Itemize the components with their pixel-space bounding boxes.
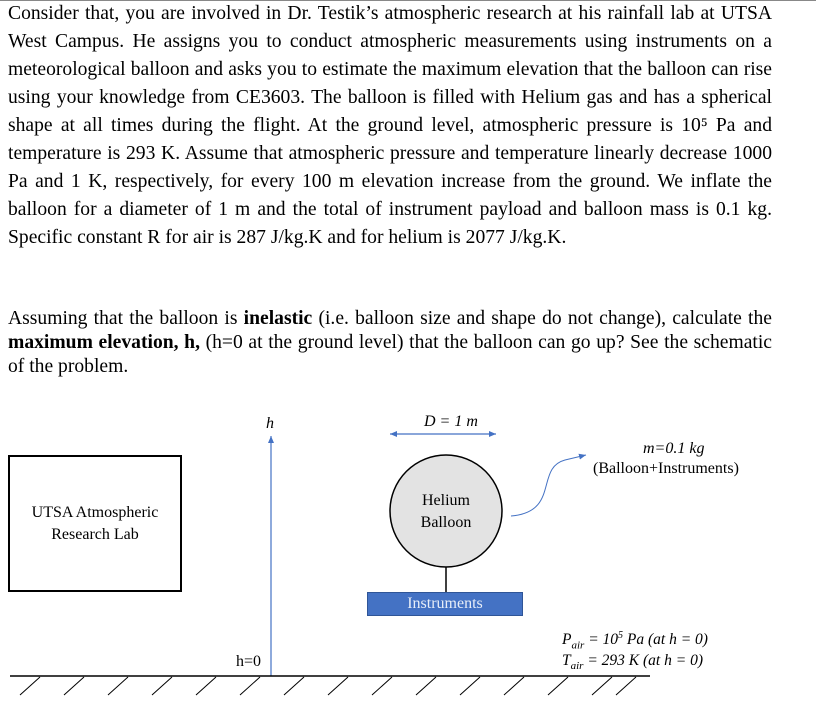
h-axis-label: h xyxy=(266,415,274,432)
p2-text-c: (i.e. balloon size and shape do not change), calculate the xyxy=(312,308,772,329)
p2-text-a: Assuming that the balloon is xyxy=(8,308,244,329)
temperature-condition xyxy=(562,652,703,672)
pressure-exponent: 5 xyxy=(618,630,624,641)
pressure-value: = 10 xyxy=(584,631,619,649)
temperature-symbol: T xyxy=(562,652,571,669)
problem-paragraph-1: Consider that, you are involved in Dr. Testik’s atmospheric research at his rainfall lab at UTSA West Campus. He assigns you to conduct atmospheric measurements using instruments on a meteorological balloon and asks you to estimate the maximum elevation that the balloon can rise using your knowledge from CE3603. The balloon is filled with Helium gas and has a spherical shape at all times during the flight. At the ground level, atmospheric pressure is 10⁵ Pa and temperature is 293 K. Assume that atmospheric pressure and temperature linearly decrease 1000 Pa and 1 K, respectively, for every 100 m elevation increase from the ground. We inflate the balloon for a diameter of 1 m and the total of instrument payload and balloon mass is 0.1 kg. Specific constant R for air is 287 J/kg.K and for helium is 2077 J/kg.K. xyxy=(8,3,772,248)
mass-note: (Balloon+Instruments) xyxy=(593,460,739,477)
temperature-subscript: air xyxy=(570,660,584,673)
p2-inelastic: inelastic xyxy=(243,308,313,329)
balloon-label-line1: Helium xyxy=(422,492,470,509)
pressure-rest: Pa (at h = 0) xyxy=(623,631,708,649)
ground-hatching xyxy=(20,677,636,695)
p2-max-elevation: maximum elevation, h, xyxy=(8,332,200,353)
pressure-condition xyxy=(562,630,708,651)
diameter-label: D = 1 m xyxy=(424,413,478,430)
lab-label-line2: Research Lab xyxy=(51,525,139,543)
balloon-label xyxy=(390,490,502,534)
temperature-rest: = 293 K (at h = 0) xyxy=(583,652,703,669)
lab-label-line1: UTSA Atmospheric xyxy=(31,503,159,521)
balloon-label-line2: Balloon xyxy=(420,514,472,531)
mass-label: m=0.1 kg xyxy=(643,440,705,457)
ground-level-label: h=0 xyxy=(236,653,262,670)
instruments-block: Instruments xyxy=(367,592,523,616)
pressure-subscript: air xyxy=(571,639,585,652)
p2-text-e: (h=0 at the ground level) that the balloon can go up? See the schematic of the problem. xyxy=(8,332,772,377)
pressure-symbol: P xyxy=(562,631,572,649)
research-lab-box xyxy=(8,455,182,592)
mass-callout-line xyxy=(511,455,586,516)
